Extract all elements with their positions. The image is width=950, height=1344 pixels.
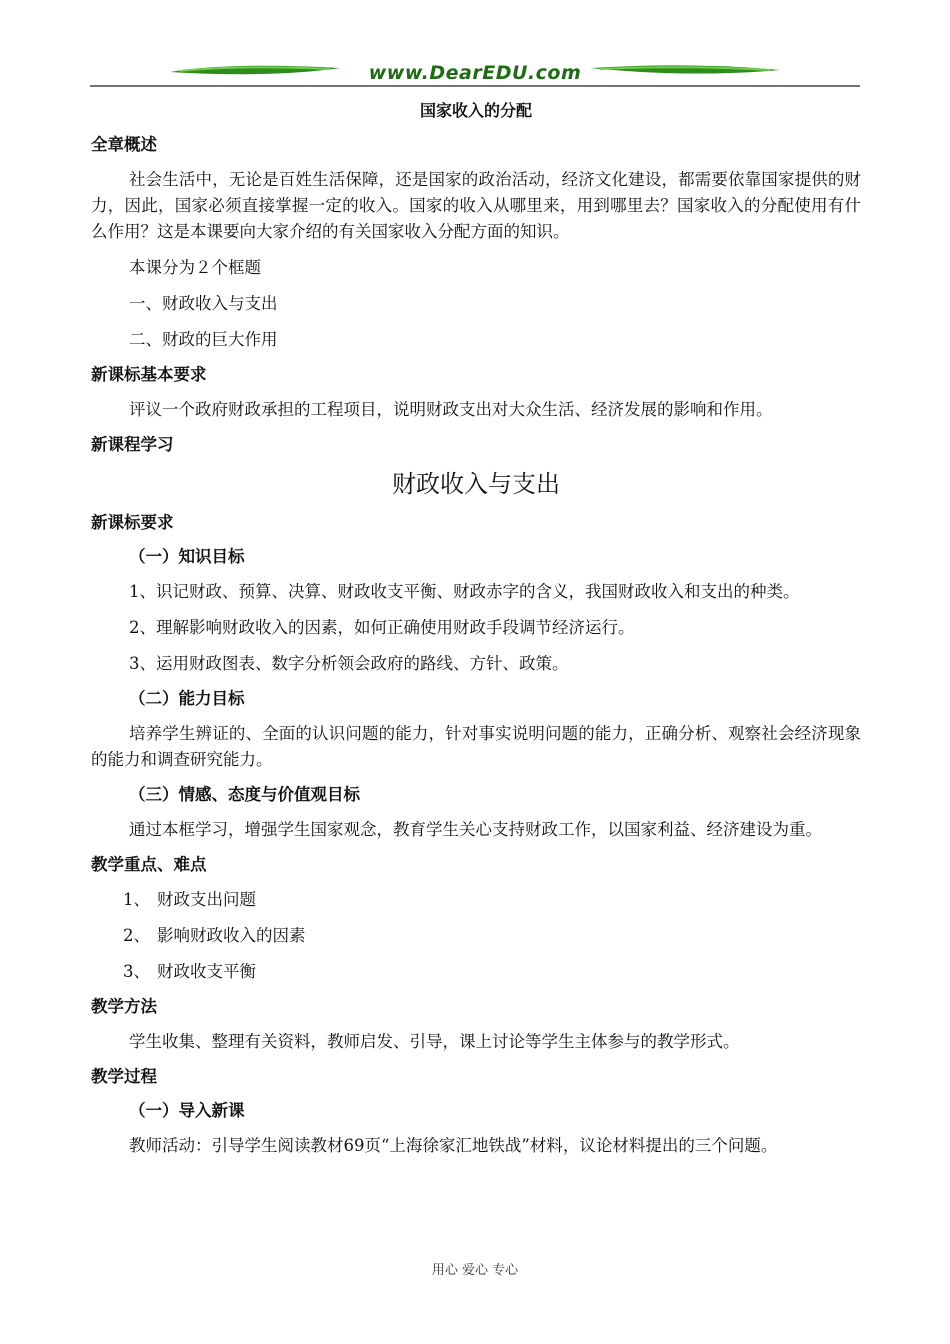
- overview-topic-1: 一、财政收入与支出: [129, 294, 278, 313]
- overview-topic-2: 二、财政的巨大作用: [129, 330, 278, 349]
- method-paragraph: 学生收集、整理有关资料，教师启发、引导，课上讨论等学生主体参与的教学形式。: [129, 1032, 740, 1051]
- document-body: [91, 99, 861, 1169]
- knowledge-item-3: 3、运用财政图表、数字分析领会政府的路线、方针、政策。: [129, 654, 569, 673]
- knowledge-item-2: 2、理解影响财政收入的因素，如何正确使用财政手段调节经济运行。: [129, 618, 635, 637]
- key-point-item: [123, 923, 861, 949]
- emotion-paragraph: 通过本框学习，增强学生国家观念，教育学生关心支持财政工作，以国家利益、经济建设为重。: [129, 820, 822, 839]
- page-footer: 用心 爱心 专心: [431, 1263, 519, 1278]
- key-point-text: 财政收支平衡: [157, 962, 256, 981]
- standard-basic-paragraph: 评议一个政府财政承担的工程项目，说明财政支出对大众生活、经济发展的影响和作用。: [129, 400, 773, 419]
- teacher-activity-paragraph: 教师活动：引导学生阅读教材69页“上海徐家汇地铁战”材料，议论材料提出的三个问题。: [129, 1136, 778, 1155]
- overview-paragraph: 社会生活中，无论是百姓生活保障，还是国家的政治活动，经济文化建设，都需要依靠国家提供的财力，因此，国家必须直接掌握一定的收入。国家的收入从哪里来，用到哪里去？国家收入的分配使用有什么作用？这是本课要向大家介绍的有关国家收入分配方面的知识。: [91, 170, 861, 241]
- requirements-heading: 新课标要求: [91, 513, 174, 532]
- method-heading: 教学方法: [91, 997, 157, 1016]
- key-point-number: 1、: [123, 890, 150, 909]
- overview-intro: 本课分为２个框题: [129, 258, 261, 277]
- key-point-number: 3、: [123, 962, 150, 981]
- key-point-item: [123, 959, 861, 985]
- key-point-item: [123, 887, 861, 913]
- process-heading: 教学过程: [91, 1067, 157, 1086]
- key-point-text: 财政支出问题: [157, 890, 256, 909]
- key-point-text: 影响财政收入的因素: [157, 926, 306, 945]
- overview-heading: 全章概述: [91, 135, 157, 154]
- standard-basic-heading: 新课标基本要求: [91, 365, 207, 384]
- section-title: 财政收入与支出: [392, 470, 560, 498]
- ability-heading: （二）能力目标: [129, 689, 245, 708]
- process-step1-heading: （一）导入新课: [129, 1101, 245, 1120]
- key-point-number: 2、: [123, 926, 150, 945]
- ability-paragraph: 培养学生辨证的、全面的认识问题的能力，针对事实说明问题的能力，正确分析、观察社会经济现象的能力和调查研究能力。: [91, 724, 861, 769]
- knowledge-item-1: 1、识记财政、预算、决算、财政收支平衡、财政赤字的含义，我国财政收入和支出的种类。: [129, 582, 800, 601]
- key-points-heading: 教学重点、难点: [91, 855, 207, 874]
- emotion-heading: （三）情感、态度与价值观目标: [129, 785, 360, 804]
- document-title: 国家收入的分配: [419, 101, 532, 120]
- header-banner: [90, 52, 860, 92]
- new-course-heading: 新课程学习: [91, 435, 174, 454]
- site-logo-text: www.DearEDU.com: [368, 62, 582, 84]
- knowledge-heading: （一）知识目标: [129, 547, 245, 566]
